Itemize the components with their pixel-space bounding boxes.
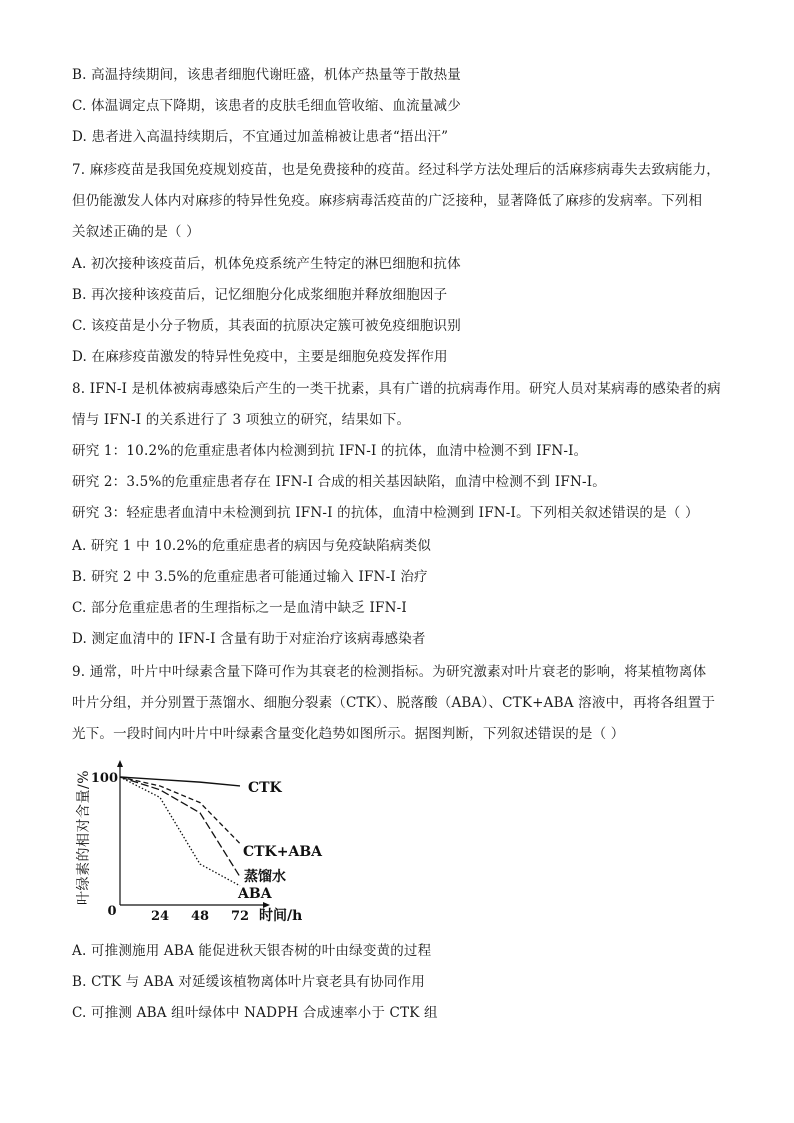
text-line: 情与 IFN-I 的关系进行了 3 项独立的研究，结果如下。 (72, 412, 411, 428)
text-line: B. 高温持续期间，该患者细胞代谢旺盛，机体产热量等于散热量 (72, 67, 462, 83)
series-line-1 (120, 777, 240, 844)
x-axis-label: 时间/h (259, 908, 303, 924)
x-tick-label: 24 (150, 909, 170, 924)
text-line: B. 研究 2 中 3.5%的危重症患者可能通过输入 IFN-I 治疗 (72, 569, 428, 585)
text-line: A. 初次接种该疫苗后，机体免疫系统产生特定的淋巴细胞和抗体 (72, 256, 461, 272)
text-line: 叶片分组，并分别置于蒸馏水、细胞分裂素（CTK）、脱落酸（ABA）、CTK+ABA 溶液中，再将各组置于 (72, 695, 716, 711)
chlorophyll-line-chart (60, 755, 360, 925)
series-label: CTK+ABA (243, 844, 323, 860)
text-line: 但仍能激发人体内对麻疹的特异性免疫。麻疹病毒活疫苗的广泛接种，显著降低了麻疹的发病率。下列相 (72, 193, 703, 209)
option-line: A. 可推测施用 ABA 能促进秋天银杏树的叶由绿变黄的过程 (72, 943, 432, 959)
text-line: D. 在麻疹疫苗激发的特异性免疫中，主要是细胞免疫发挥作用 (72, 349, 448, 365)
text-line: B. 再次接种该疫苗后，记忆细胞分化成浆细胞并释放细胞因子 (72, 287, 448, 303)
text-line: C. 部分危重症患者的生理指标之一是血清中缺乏 IFN-I (72, 600, 407, 616)
text-line: C. 体温调定点下降期，该患者的皮肤毛细血管收缩、血流量减少 (72, 98, 461, 114)
text-line: 8. IFN-I 是机体被病毒感染后产生的一类干扰素，具有广谱的抗病毒作用。研究人员对某病毒的感染者的病 (72, 381, 721, 397)
text-line: D. 测定血清中的 IFN-I 含量有助于对症治疗该病毒感染者 (72, 631, 426, 647)
x-tick-label: 0 (107, 904, 117, 919)
series-label: CTK (248, 780, 282, 796)
text-line: C. 该疫苗是小分子物质，其表面的抗原决定簇可被免疫细胞识别 (72, 318, 461, 334)
series-line-3 (120, 777, 240, 886)
series-line-2 (120, 777, 240, 877)
text-line: 9. 通常，叶片中叶绿素含量下降可作为其衰老的检测指标。为研究激素对叶片衰老的影响，将某植物离体 (72, 664, 707, 680)
text-line: 研究 3：轻症患者血清中未检测到抗 IFN-I 的抗体，血清中检测到 IFN-I。下列相关叙述错误的是（ ） (72, 505, 699, 521)
text-line: 研究 2：3.5%的危重症患者存在 IFN-I 合成的相关基因缺陷，血清中检测不到 IFN-I。 (72, 474, 606, 490)
text-line: 关叙述正确的是（ ） (72, 224, 200, 240)
text-line: A. 研究 1 中 10.2%的危重症患者的病因与免疫缺陷病类似 (72, 538, 432, 554)
text-line: 研究 1：10.2%的危重症患者体内检测到抗 IFN-I 的抗体，血清中检测不到 IFN-I。 (72, 443, 588, 459)
x-tick-label: 72 (230, 909, 250, 924)
y-tick-label: 100 (90, 771, 118, 786)
y-axis-arrow (117, 760, 123, 767)
series-label: ABA (238, 886, 272, 902)
x-tick-label: 48 (190, 909, 210, 924)
option-line: B. CTK 与 ABA 对延缓该植物离体叶片衰老具有协同作用 (72, 974, 425, 990)
series-label: 蒸馏水 (244, 869, 286, 885)
text-line: 7. 麻疹疫苗是我国免疫规划疫苗，也是免费接种的疫苗。经过科学方法处理后的活麻疹病毒失去致病能力， (72, 162, 720, 178)
text-line: D. 患者进入高温持续期后，不宜通过加盖棉被让患者“捂出汗” (72, 129, 449, 145)
text-line: 光下。一段时间内叶片中叶绿素含量变化趋势如图所示。据图判断，下列叙述错误的是（ ） (72, 726, 625, 742)
option-line: C. 可推测 ABA 组叶绿体中 NADPH 合成速率小于 CTK 组 (72, 1005, 438, 1021)
y-axis-label: 叶绿素的相对含量/% (76, 769, 92, 905)
